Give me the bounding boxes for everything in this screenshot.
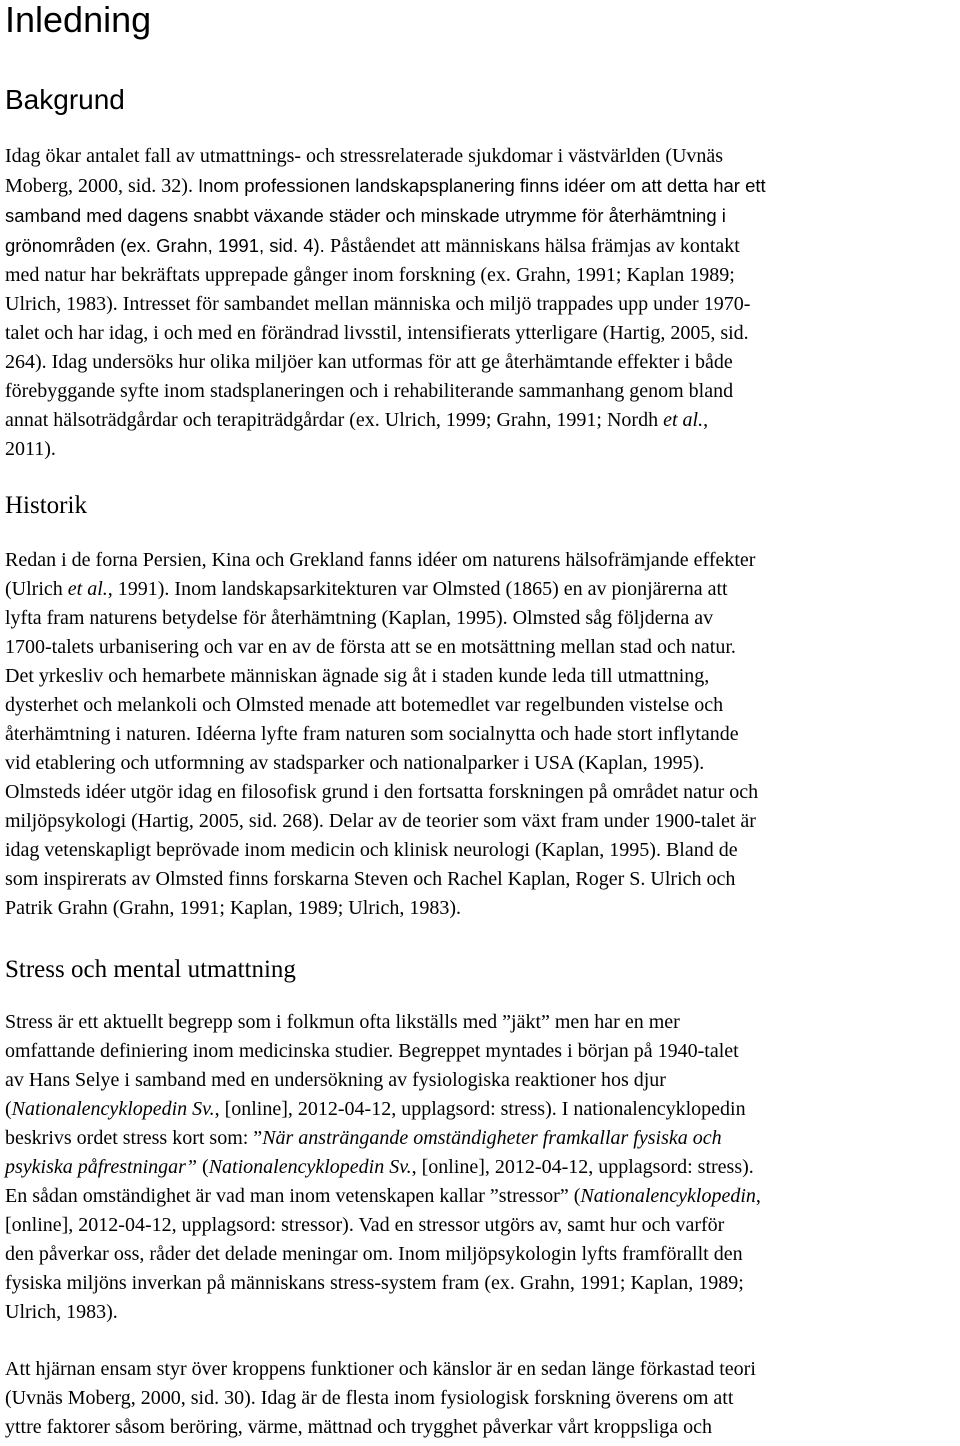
section-heading-stress: Stress och mental utmattning [5,956,296,983]
text-segment: , 1991). Inom landskapsarkitekturen var Olmsted (1865) en av pionjärerna att [107,578,728,600]
text-line [5,1066,955,1095]
text-line [5,1384,955,1413]
text-segment: Stress är ett aktuellt begrepp som i folkmun ofta likställs med ”jäkt” men har en mer [5,1011,680,1033]
text-segment: miljöpsykologi (Hartig, 2005, sid. 268). Delar av de teorier som växt fram under 1900-talet är [5,810,756,832]
text-segment: Olmsteds idéer utgör idag en filosofisk grund i den fortsatta forskningen på området natur och [5,781,759,803]
text-line [5,575,955,604]
text-line [5,807,955,836]
text-segment: med natur har bekräftats upprepade gånger inom forskning (ex. [5,264,516,286]
text-segment: Intresset för sambandet mellan människa och miljö trappades upp under 1970- [122,293,751,315]
text-line [5,171,955,201]
italic-text: et al. [67,578,108,600]
text-segment: annat hälsoträdgårdar och terapiträdgårdar (ex. Ulrich, 1999; Grahn, 1991; Nordh [5,409,664,431]
text-line [5,1124,955,1153]
text-line [5,662,955,691]
text-line [5,865,955,894]
text-line [5,720,955,749]
text-segment: ( [5,1098,12,1120]
text-segment: Ulrich, 1983). [5,293,123,315]
text-segment: Redan i de forna Persien, Kina och Grekland fanns idéer om naturens hälsofrämjande effekter [5,549,756,571]
text-line [5,749,955,778]
text-line [5,1298,955,1327]
text-line [5,1095,955,1124]
text-segment: Idag undersöks hur olika miljöer kan utformas för att ge återhämtande effekter i både [51,351,733,373]
paragraph-historik [5,546,955,923]
text-segment: , [online], 2012-04-12, upplagsord: stress). [411,1156,754,1178]
text-segment: Att hjärnan ensam styr över kroppens funktioner och känslor är en sedan länge förkastad teori [5,1358,756,1380]
text-segment: Patrik Grahn (Grahn, 1991; Kaplan, 1989; Ulrich, 1983). [5,897,462,919]
text-segment: återhämtning i naturen. Idéerna lyfte fram naturen som socialnytta och hade stort inflytande [5,723,739,745]
text-segment: beskrivs ordet stress kort som: ” [5,1127,263,1149]
text-segment: fysiska miljöns inverkan på människans stress-system fram (ex. Grahn, 1991; Kaplan, 1989; [5,1272,744,1294]
text-segment: Det yrkesliv och hemarbete människan ägnade sig åt i staden kunde leda till utmattning, [5,665,710,687]
text-segment: förebyggande syfte inom stadsplaneringen och i rehabiliterande sammanhang genom bland [5,380,734,402]
text-segment: av Hans Selye i samband med en undersökning av fysiologiska reaktioner hos djur [5,1069,666,1091]
text-segment: Idag ökar antalet fall av utmattnings- och stressrelaterade sjukdomar i västvärlden (Uvnäs [5,145,724,167]
section-heading-bakgrund: Bakgrund [5,84,125,115]
text-segment: yttre faktorer såsom beröring, värme, mättnad och trygghet påverkar vårt kroppsliga och [5,1416,712,1438]
text-segment: (Ulrich [5,578,68,600]
text-segment: 264). [5,351,52,373]
text-segment: Grahn, 1991; Kaplan 1989; [515,264,735,286]
text-segment: den påverkar oss, råder det delade meningar om. Inom miljöpsykologin lyfts framförallt den [5,1243,743,1265]
text-segment: Påståendet att människans hälsa främjas av kontakt [329,235,740,257]
text-line [5,1037,955,1066]
section-heading-historik: Historik [5,492,87,519]
text-line [5,546,955,575]
text-line [5,1211,955,1240]
text-segment: (Uvnäs Moberg, 2000, sid. 30). Idag är de flesta inom fysiologisk forskning överens om att [5,1387,734,1409]
paragraph-bakgrund [5,142,955,464]
text-line [5,836,955,865]
text-line [5,231,955,261]
italic-text: et al. [663,409,704,431]
text-segment: [online], 2012-04-12, upplagsord: stressor). Vad en stressor utgörs av, samt hur och varför [5,1214,725,1236]
text-segment: 1700-talets urbanisering och var en av de första att se en motsättning mellan stad och natur. [5,636,736,658]
text-line [5,894,955,923]
text-line [5,604,955,633]
text-line [5,1008,955,1037]
text-line [5,261,955,290]
text-segment: 2011). [5,438,56,460]
text-line [5,1269,955,1298]
text-line [5,435,955,464]
text-line [5,290,955,319]
text-segment: grönområden (ex. Grahn, 1991, sid. 4). [5,235,330,256]
text-line [5,348,955,377]
italic-text: Nationalencyklopedin Sv. [11,1098,215,1120]
text-segment: dysterhet och melankoli och Olmsted menade att botemedlet var regelbunden vistelse och [5,694,724,716]
text-segment: , [755,1185,761,1207]
text-line [5,1355,955,1384]
text-segment: Inom professionen landskapsplanering finns idéer om att detta har ett [197,175,766,196]
italic-text: psykiska påfrestningar” [5,1156,198,1178]
text-line [5,319,955,348]
text-segment: ( [197,1156,209,1178]
text-segment: vid etablering och utformning av stadsparker och nationalparker i USA (Kaplan, 1995). [5,752,705,774]
italic-text: Nationalencyklopedin Sv. [208,1156,412,1178]
text-line [5,1413,955,1442]
text-line [5,406,955,435]
italic-text: När ansträngande omständigheter framkallar fysiska och [262,1127,722,1149]
text-line [5,691,955,720]
text-line [5,778,955,807]
text-segment: samband med dagens snabbt växande städer och minskade utrymme för återhämtning i [5,205,726,226]
text-segment: lyfta fram naturens betydelse för återhämtning (Kaplan, 1995). Olmsted såg följderna av [5,607,714,629]
text-line [5,1240,955,1269]
italic-text: Nationalencyklopedin [580,1185,756,1207]
text-segment: som inspirerats av Olmsted finns forskarna Steven och Rachel Kaplan, Roger S. Ulrich och [5,868,736,890]
text-segment: , [online], 2012-04-12, upplagsord: stress). I nationalencyklopedin [214,1098,746,1120]
text-line [5,142,955,171]
text-line [5,1153,955,1182]
page-title: Inledning [5,0,152,40]
paragraph-stress-1 [5,1008,955,1327]
text-line [5,377,955,406]
text-segment: omfattande definiering inom medicinska studier. Begreppet myntades i början på 1940-talet [5,1040,739,1062]
text-line [5,201,955,231]
paragraph-stress-2 [5,1355,955,1442]
text-line [5,633,955,662]
text-segment: talet och har idag, i och med en förändrad livsstil, intensifierats ytterligare (Hartig, 2005, sid. [5,322,749,344]
text-line [5,1182,955,1211]
text-segment: Moberg, 2000, sid. 32). [5,175,198,197]
text-segment: En sådan omständighet är vad man inom vetenskapen kallar ”stressor” ( [5,1185,581,1207]
text-segment: Ulrich, 1983). [5,1301,118,1323]
text-segment: , [703,409,709,431]
text-segment: idag vetenskapligt beprövade inom medicin och klinisk neurologi (Kaplan, 1995). Bland de [5,839,738,861]
